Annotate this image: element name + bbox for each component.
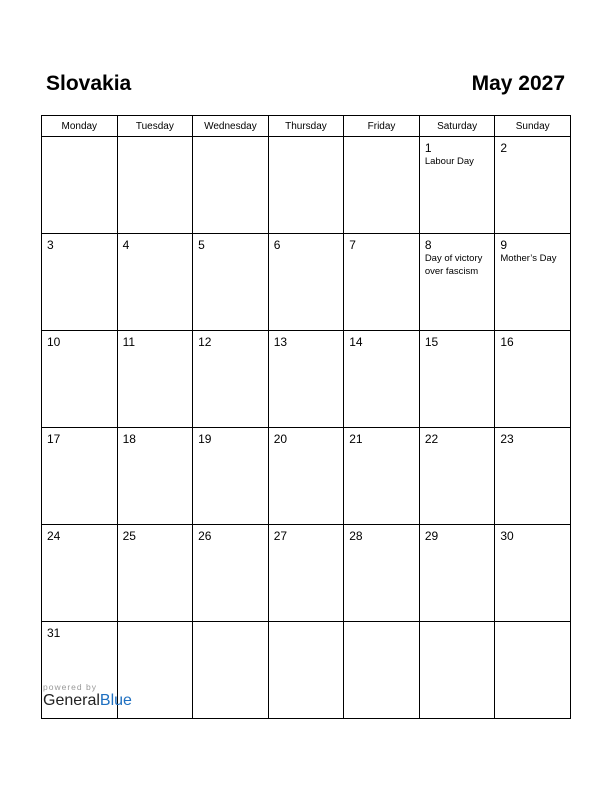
weekday-header: Thursday [268,116,344,137]
day-cell[interactable] [344,331,420,428]
day-number: 8 [424,238,432,252]
day-number: 15 [424,335,439,349]
day-number: 5 [198,238,205,252]
day-number: 17 [47,432,61,446]
day-number: 12 [198,335,212,349]
day-number: 14 [349,335,363,349]
day-number: 7 [349,238,356,252]
day-cell[interactable] [42,428,118,525]
day-number: 27 [273,529,288,543]
day-cell [344,622,420,719]
day-cell[interactable] [495,331,571,428]
day-cell[interactable] [117,331,193,428]
week-row [42,428,571,525]
day-number: 9 [500,238,508,252]
day-number: 22 [424,432,439,446]
day-cell[interactable] [193,331,269,428]
day-cell[interactable] [117,525,193,622]
calendar-grid [41,115,571,719]
day-cell [193,137,269,234]
brand-footer [43,682,132,710]
week-row [42,234,571,331]
week-row [42,331,571,428]
day-cell [419,622,495,719]
day-cell[interactable] [42,234,118,331]
day-cell[interactable] [344,525,420,622]
day-cell[interactable] [495,428,571,525]
day-number: 25 [122,529,136,543]
day-number: 3 [47,238,54,252]
page-title-country: Slovakia [46,72,132,95]
holiday-label: Mother’s Day [500,253,557,264]
day-cell [268,137,344,234]
day-number: 29 [424,529,439,543]
day-cell[interactable] [419,428,495,525]
weekday-header: Sunday [495,116,571,137]
day-number: 26 [198,529,212,543]
week-row [42,137,571,234]
day-number: 21 [349,432,363,446]
day-cell[interactable] [268,234,344,331]
day-number: 30 [500,529,514,543]
day-cell[interactable] [193,428,269,525]
day-cell[interactable] [419,234,495,331]
holiday-label: Labour Day [424,156,474,167]
day-cell [42,137,118,234]
day-number: 19 [198,432,212,446]
day-number: 2 [500,141,508,155]
day-cell[interactable] [268,331,344,428]
day-number: 1 [424,141,432,155]
day-number: 31 [47,626,61,640]
day-cell[interactable] [117,428,193,525]
day-cell [268,622,344,719]
day-cell[interactable] [344,234,420,331]
day-cell[interactable] [495,234,571,331]
powered-by-label: powered by [43,682,97,692]
day-number: 6 [273,238,281,252]
week-row [42,525,571,622]
weekday-header: Wednesday [193,116,269,137]
day-cell[interactable] [419,331,495,428]
day-number: 4 [122,238,130,252]
day-cell[interactable] [42,525,118,622]
day-number: 10 [47,335,61,349]
day-number: 13 [273,335,288,349]
day-cell [193,622,269,719]
day-cell[interactable] [419,525,495,622]
day-number: 20 [273,432,288,446]
weekday-header: Friday [344,116,420,137]
day-number: 24 [47,529,61,543]
day-cell[interactable] [344,428,420,525]
day-cell [117,137,193,234]
brand-logo[interactable] [43,692,132,710]
day-number: 11 [122,335,136,349]
page-title-month: May 2027 [471,72,565,95]
day-cell[interactable] [268,525,344,622]
day-number: 23 [500,432,514,446]
day-cell[interactable] [42,331,118,428]
brand-blue-text: Blue [99,692,132,709]
day-number: 18 [122,432,136,446]
weekday-header: Monday [42,116,118,137]
day-cell[interactable] [193,234,269,331]
day-cell[interactable] [495,137,571,234]
day-number: 16 [500,335,514,349]
brand-general-text: General [43,692,100,709]
day-number: 28 [349,529,363,543]
day-cell [344,137,420,234]
weekday-header: Saturday [419,116,495,137]
day-cell[interactable] [268,428,344,525]
day-cell[interactable] [419,137,495,234]
day-cell[interactable] [193,525,269,622]
day-cell [495,622,571,719]
weekday-header-row [42,116,571,137]
holiday-label: Day of victory over fascism [424,253,483,277]
day-cell[interactable] [117,234,193,331]
weekday-header: Tuesday [117,116,193,137]
day-cell[interactable] [495,525,571,622]
